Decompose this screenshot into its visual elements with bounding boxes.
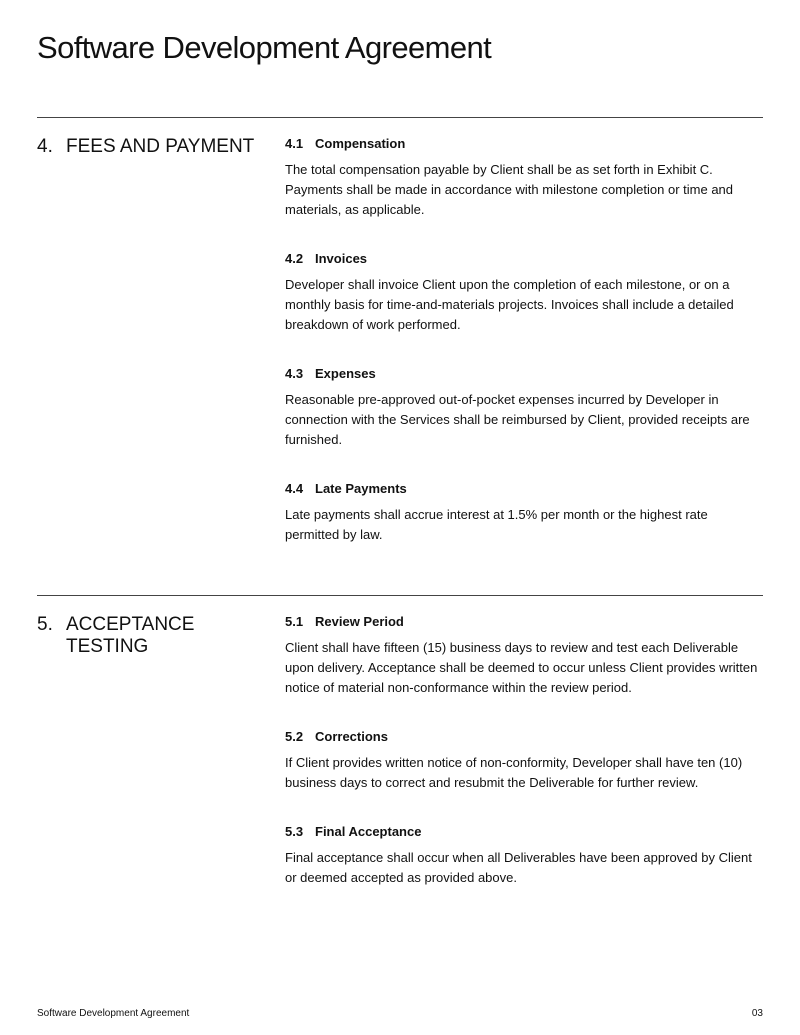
clause-5-2 [285,729,765,793]
clause-heading [285,366,765,382]
clause-title: Final Acceptance [315,824,422,839]
clause-text: Reasonable pre-approved out-of-pocket expenses incurred by Developer in connection with the Services shall be reimbursed by Client, provided receipts are furnished. [285,392,750,447]
clause-4-1 [285,136,765,220]
section-title: FEES AND PAYMENT [66,136,255,157]
clause-title: Compensation [315,136,406,151]
clause-text: Client shall have fifteen (15) business days to review and test each Deliverable upon delivery. Acceptance shall be deemed to occur unless Client provides written notice of material non-conformance within the review period. [285,640,758,695]
clause-text: If Client provides written notice of non-conformity, Developer shall have ten (10) business days to correct and resubmit the Deliverable for further review. [285,755,743,790]
section-heading-acceptance [37,614,267,658]
clause-heading [285,824,765,840]
clause-number: 4.3 [285,366,304,381]
clause-4-2 [285,251,765,335]
clause-4-3 [285,366,765,450]
section-number: 5. [37,614,53,635]
clause-5-1 [285,614,765,698]
clause-title: Late Payments [315,481,407,496]
section-number: 4. [37,136,53,157]
clause-text: Developer shall invoice Client upon the completion of each milestone, or on a monthly basis for time-and-materials projects. Invoices shall include a detailed breakdown of work performed. [285,277,734,332]
clause-heading [285,614,765,630]
section-title: ACCEPTANCE TESTING [66,614,195,657]
clause-number: 4.1 [285,136,304,151]
clause-4-4 [285,481,765,545]
clause-title: Review Period [315,614,404,629]
section-divider [37,117,763,118]
clause-number: 5.2 [285,729,304,744]
clause-title: Corrections [315,729,388,744]
clause-title: Expenses [315,366,376,381]
footer-document-title: Software Development Agreement [37,1008,190,1019]
document-title: Software Development Agreement [37,30,492,65]
clause-heading [285,481,765,497]
clause-number: 5.3 [285,824,304,839]
clause-text: Late payments shall accrue interest at 1.5% per month or the highest rate permitted by law. [285,507,708,542]
clause-heading [285,251,765,267]
clause-heading [285,136,765,152]
clause-text: The total compensation payable by Client shall be as set forth in Exhibit C. Payments shall be made in accordance with milestone completion or time and materials, as applicable. [285,162,734,217]
section-heading-fees [37,136,267,158]
clause-number: 5.1 [285,614,304,629]
clause-number: 4.2 [285,251,304,266]
clause-text: Final acceptance shall occur when all Deliverables have been approved by Client or deemed accepted as provided above. [285,850,752,885]
clause-5-3 [285,824,765,888]
clause-number: 4.4 [285,481,304,496]
footer-page-number: 03 [751,1008,763,1019]
clause-heading [285,729,765,745]
clause-title: Invoices [315,251,368,266]
section-divider [37,595,763,596]
